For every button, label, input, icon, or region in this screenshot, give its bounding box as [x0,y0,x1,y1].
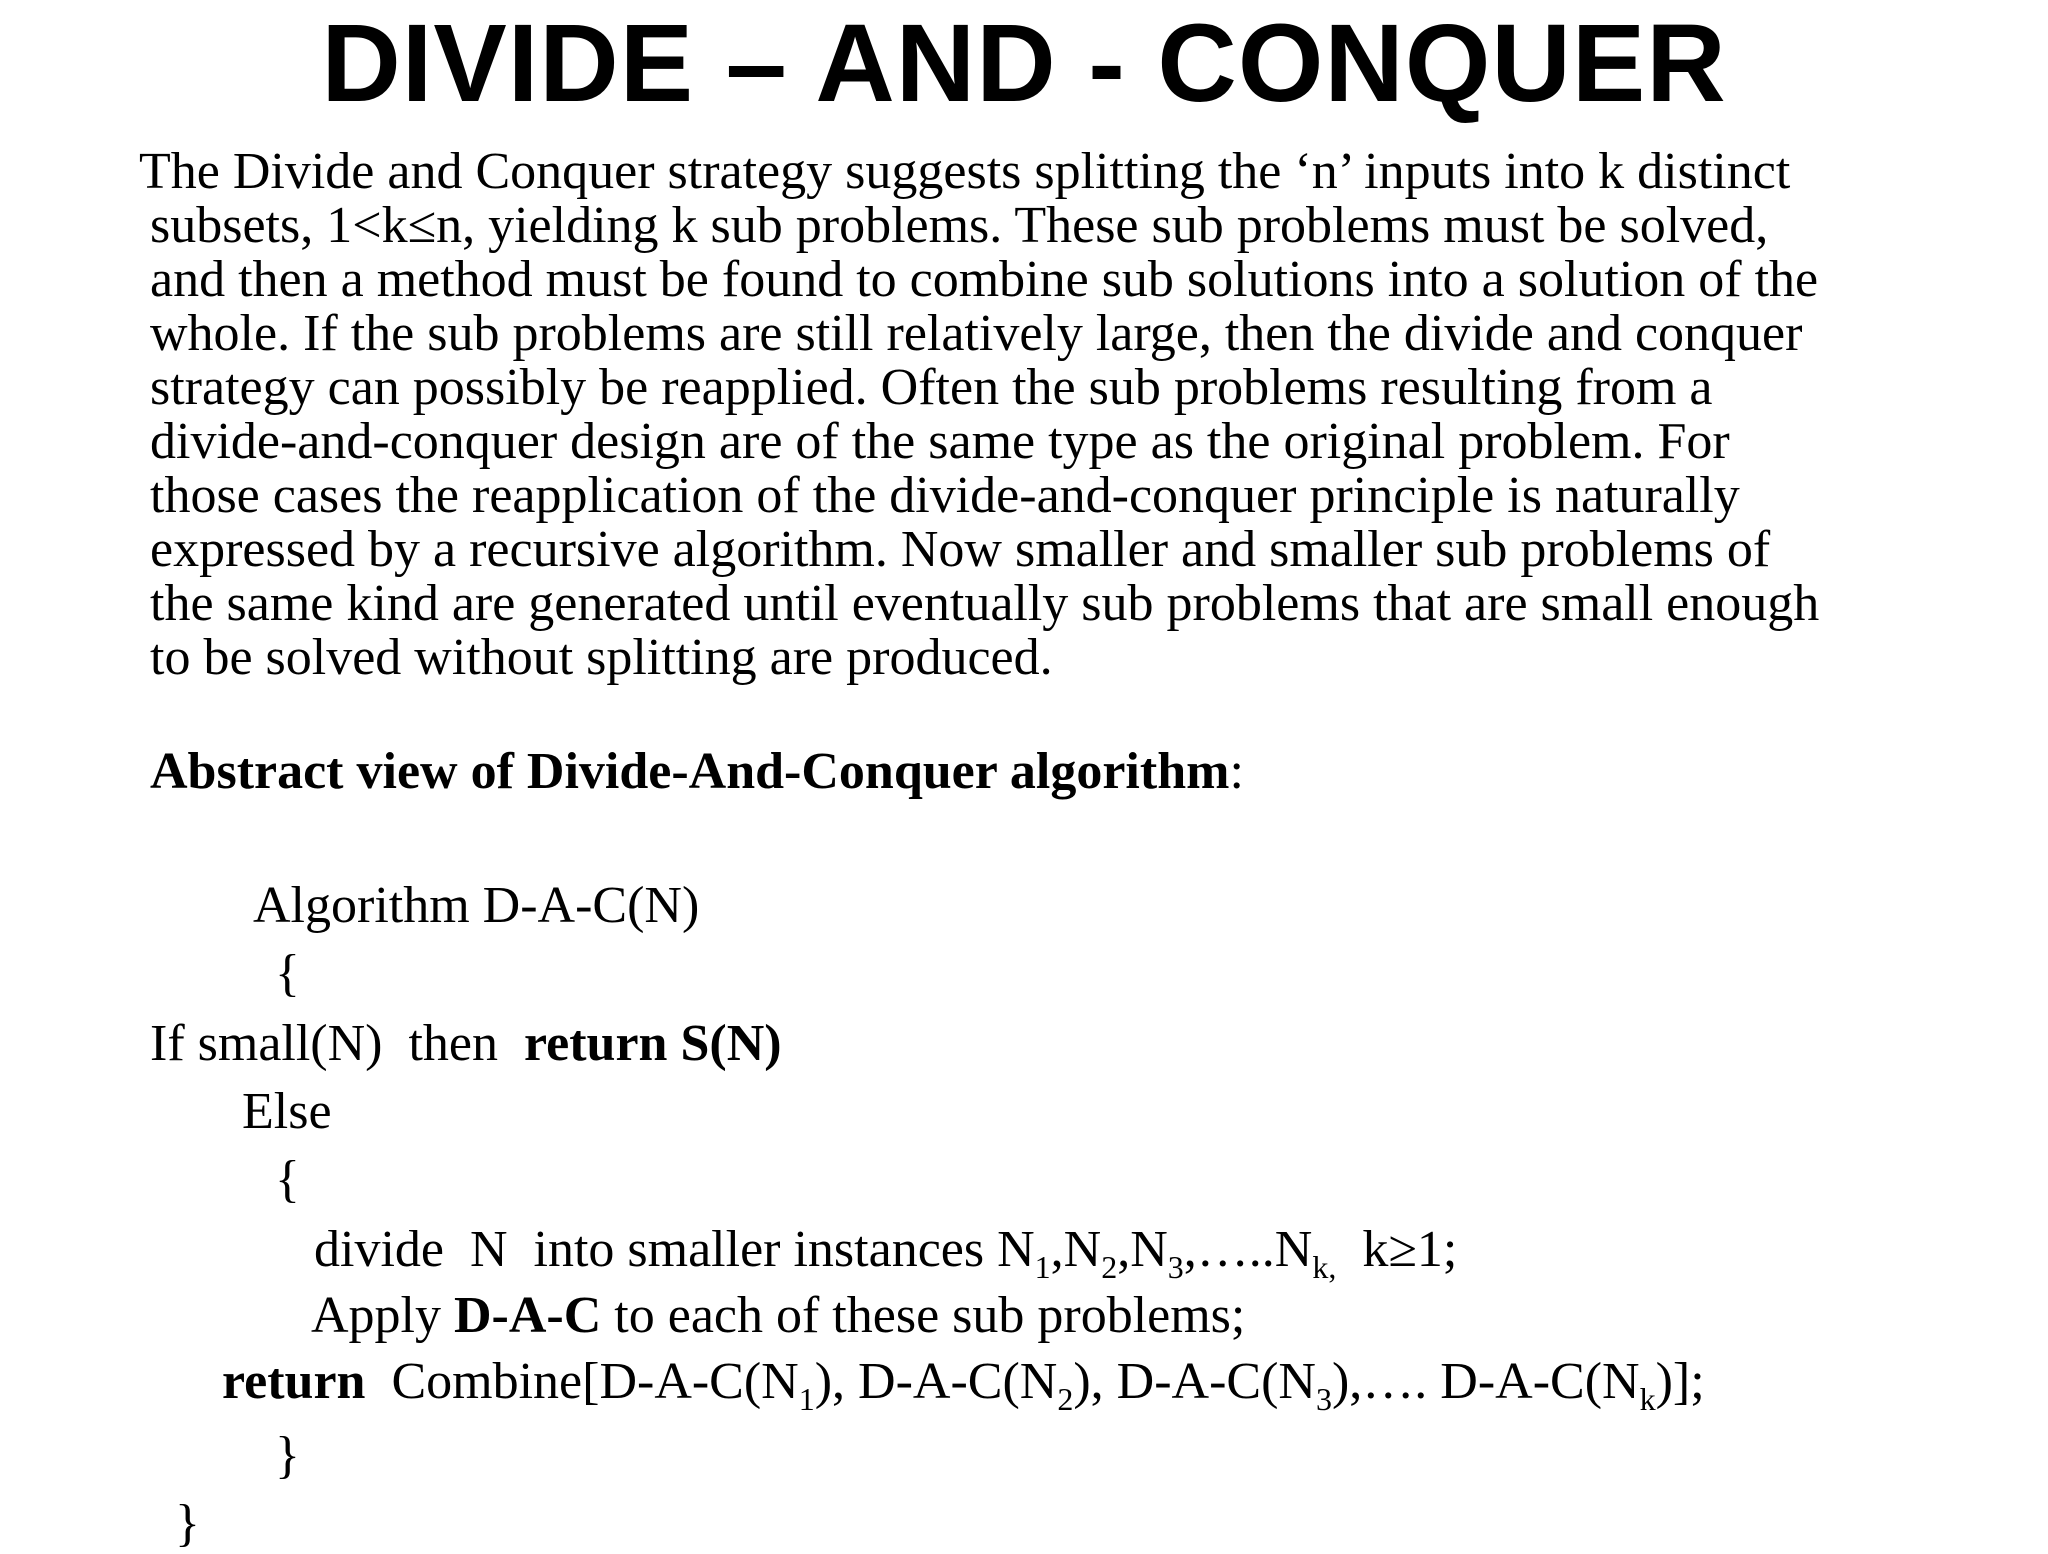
else-open-brace: { [275,1151,300,1208]
subscript: 3 [1167,1249,1184,1285]
abstract-view-heading [150,742,1244,802]
algorithm-header: Algorithm D-A-C(N) [253,877,700,934]
abstract-view-heading-colon: : [1229,743,1244,800]
apply-dac-keyword: D-A-C [454,1287,602,1344]
paragraph-line: expressed by a recursive algorithm. Now smaller and smaller sub problems of [150,521,1771,578]
else-close-brace: } [275,1427,300,1484]
abstract-view-heading-bold: Abstract view of Divide-And-Conquer algorithm [150,743,1230,800]
if-small-line [150,1014,782,1074]
divide-text: ,N [1117,1221,1168,1278]
divide-text: ,…..N [1183,1221,1313,1278]
combine-text: ), D-A-C(N [814,1353,1058,1410]
subscript: 2 [1101,1249,1118,1285]
subscript: 1 [798,1381,815,1417]
apply-line [311,1286,1245,1346]
slide-title: DIVIDE – AND - CONQUER [321,2,1727,125]
divide-text: ,N [1050,1221,1102,1278]
paragraph-line: whole. If the sub problems are still relatively large, then the divide and conquer [150,305,1803,362]
subscript: 1 [1034,1249,1051,1285]
apply-text: to each of these sub problems; [601,1287,1246,1344]
divide-line [314,1220,1458,1285]
paragraph-line: strategy can possibly be reapplied. Often the sub problems resulting from a [150,359,1713,416]
subscript: 3 [1315,1381,1332,1417]
combine-text: ), D-A-C(N [1073,1353,1316,1410]
return-combine-line [222,1352,1705,1417]
combine-text: )]; [1655,1353,1705,1410]
paragraph-line: to be solved without splitting are produced. [150,629,1053,686]
divide-text: k≥1; [1336,1221,1458,1278]
paragraph-line: the same kind are generated until eventually sub problems that are small enough [150,575,1820,632]
paragraph-line: The Divide and Conquer strategy suggests splitting the ‘n’ inputs into k distinct [139,143,1791,200]
subscript: 2 [1057,1381,1074,1417]
return-keyword: return [222,1353,366,1410]
paragraph-line: divide-and-conquer design are of the same type as the original problem. For [150,413,1730,470]
return-sn-keyword: return S(N) [524,1015,782,1072]
combine-text: Combine[D-A-C(N [365,1353,799,1410]
apply-text: Apply [311,1287,454,1344]
if-small-text: If small(N) then [150,1015,525,1072]
divide-text: divide N into smaller instances N [314,1221,1035,1278]
else-line: Else [242,1083,332,1140]
combine-text: ),…. D-A-C(N [1331,1353,1640,1410]
algorithm-open-brace: { [275,945,300,1002]
subscript: k, [1312,1249,1337,1285]
paragraph-line: subsets, 1<k≤n, yielding k sub problems. These sub problems must be solved, [150,197,1769,254]
paragraph-line: and then a method must be found to combine sub solutions into a solution of the [150,251,1819,308]
paragraph-line: those cases the reapplication of the divide-and-conquer principle is naturally [150,467,1740,524]
algorithm-close-brace: } [175,1495,200,1552]
subscript: k [1639,1381,1656,1417]
